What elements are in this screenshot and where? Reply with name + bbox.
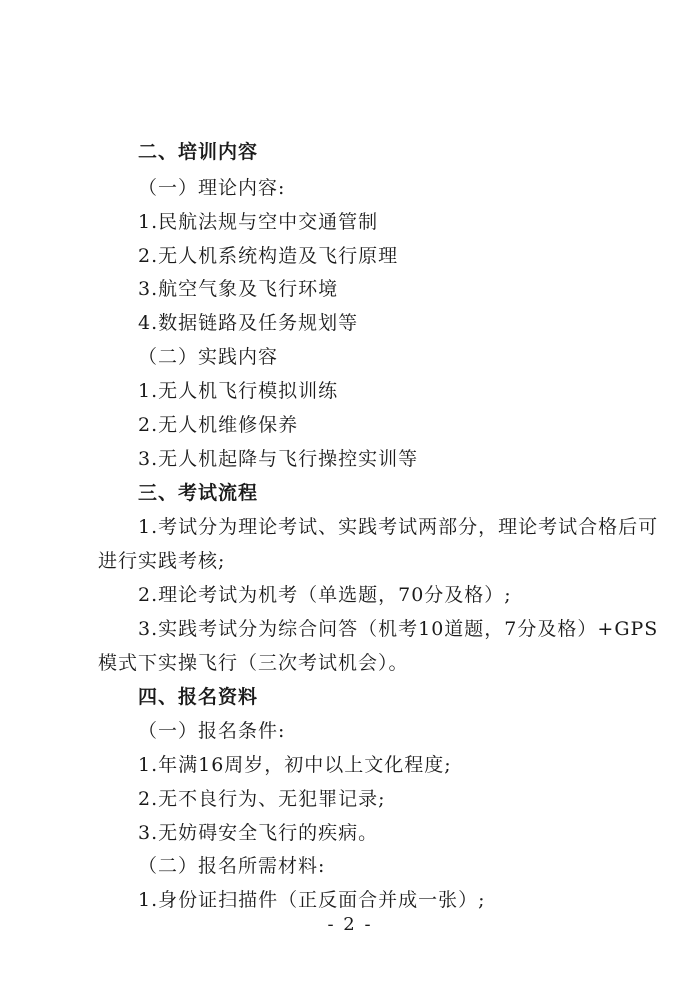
section-heading-training: 二、培训内容	[138, 141, 259, 163]
list-item: 1.年满16周岁，初中以上文化程度;	[138, 754, 452, 776]
list-item: 2.无人机系统构造及飞行原理	[138, 245, 399, 267]
list-item: 2.无人机维修保养	[138, 414, 299, 436]
paragraph-line: 3.实践考试分为综合问答（机考10道题，7分及格）+GPS	[138, 618, 659, 640]
page-number: - 2 -	[327, 914, 373, 935]
list-item: 1.民航法规与空中交通管制	[138, 211, 379, 233]
paragraph-line: 1.考试分为理论考试、实践考试两部分，理论考试合格后可	[138, 516, 659, 538]
section-heading-registration: 四、报名资料	[138, 686, 259, 708]
list-item: 2.无不良行为、无犯罪记录;	[138, 788, 386, 810]
list-item: 3.航空气象及飞行环境	[138, 278, 339, 300]
list-item: 4.数据链路及任务规划等	[138, 312, 359, 334]
subsection-heading-theory: （一）理论内容:	[138, 177, 286, 199]
paragraph-line: 进行实践考核;	[98, 550, 226, 572]
list-item: 3.无人机起降与飞行操控实训等	[138, 448, 419, 470]
list-item: 1.身份证扫描件（正反面合并成一张）;	[138, 889, 486, 911]
paragraph-line: 2.理论考试为机考（单选题，70分及格）;	[138, 584, 512, 606]
paragraph-line: 模式下实操飞行（三次考试机会）。	[98, 652, 409, 674]
list-item: 3.无妨碍安全飞行的疾病。	[138, 822, 379, 844]
subsection-heading-materials: （二）报名所需材料:	[138, 855, 326, 877]
subsection-heading-practice: （二）实践内容	[138, 346, 279, 368]
section-heading-exam: 三、考试流程	[138, 482, 259, 504]
list-item: 1.无人机飞行模拟训练	[138, 380, 339, 402]
subsection-heading-conditions: （一）报名条件:	[138, 720, 286, 742]
